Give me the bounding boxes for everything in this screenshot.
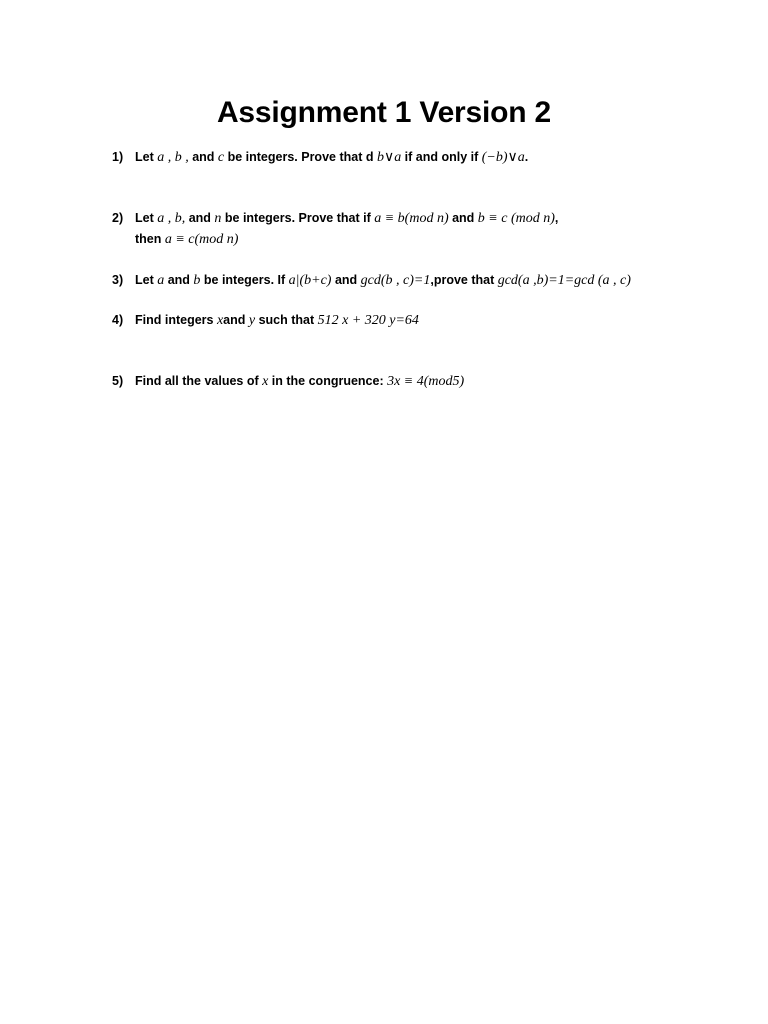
text-run: if and only if: [401, 150, 482, 164]
math-expression: x: [216, 313, 224, 328]
problem-text: [135, 211, 558, 225]
text-run: Let: [135, 150, 158, 164]
problem-4: [112, 310, 712, 331]
text-run: Find all the values of: [135, 374, 263, 388]
text-run: such that: [255, 313, 318, 327]
text-run: Let: [135, 211, 158, 225]
text-run: be integers. If: [200, 273, 289, 287]
math-expression: gcd(b , c)=1: [360, 273, 431, 288]
math-expression: a , b,: [157, 211, 186, 226]
text-run: and: [223, 313, 249, 327]
problem-text: [135, 313, 419, 327]
math-expression: a|(b+c): [288, 273, 332, 288]
text-run: then: [135, 232, 165, 246]
math-expression: a ≡ c(mod n): [164, 232, 239, 247]
text-run: and: [331, 273, 361, 287]
math-expression: gcd(a ,b)=1=gcd (a , c): [497, 273, 631, 288]
text-run: ,prove that: [430, 273, 498, 287]
page-title: Assignment 1 Version 2: [216, 96, 552, 129]
text-run: and: [164, 273, 194, 287]
problem-text: [135, 374, 464, 388]
math-expression: b∨a: [376, 150, 402, 165]
problem-text-continuation: [112, 229, 712, 250]
math-expression: 512 x + 320 y=64: [317, 313, 419, 328]
problem-number: 4): [112, 313, 124, 327]
text-run: and: [185, 211, 215, 225]
problem-number: 3): [112, 273, 124, 287]
text-run: be integers. Prove that if: [221, 211, 375, 225]
problem-5: [112, 371, 712, 392]
math-expression: b ≡ c (mod n): [477, 211, 555, 226]
math-expression: c: [217, 150, 225, 165]
text-run: Find integers: [135, 313, 217, 327]
problem-number: 2): [112, 211, 124, 225]
math-expression: b: [193, 273, 201, 288]
text-run: .: [524, 150, 529, 164]
problem-number: 5): [112, 374, 124, 388]
math-expression: n: [214, 211, 222, 226]
math-expression: (−b)∨a: [481, 150, 525, 165]
text-run: in the congruence:: [268, 374, 388, 388]
problem-1: [112, 147, 712, 168]
text-run: ,: [554, 211, 559, 225]
text-run: and: [448, 211, 478, 225]
text-run: Let: [135, 273, 158, 287]
problem-number: 1): [112, 150, 124, 164]
problem-text: [135, 150, 528, 164]
math-expression: a: [157, 273, 165, 288]
math-expression: 3x ≡ 4(mod5): [387, 374, 465, 389]
math-expression: x: [262, 374, 269, 389]
text-run: be integers. Prove that d: [224, 150, 377, 164]
math-expression: a ≡ b(mod n): [374, 211, 449, 226]
text-run: and: [188, 150, 218, 164]
problem-2: [112, 208, 712, 250]
math-expression: y: [248, 313, 256, 328]
math-expression: a , b ,: [157, 150, 189, 165]
problem-text: [135, 273, 631, 287]
problem-3: [112, 270, 712, 291]
